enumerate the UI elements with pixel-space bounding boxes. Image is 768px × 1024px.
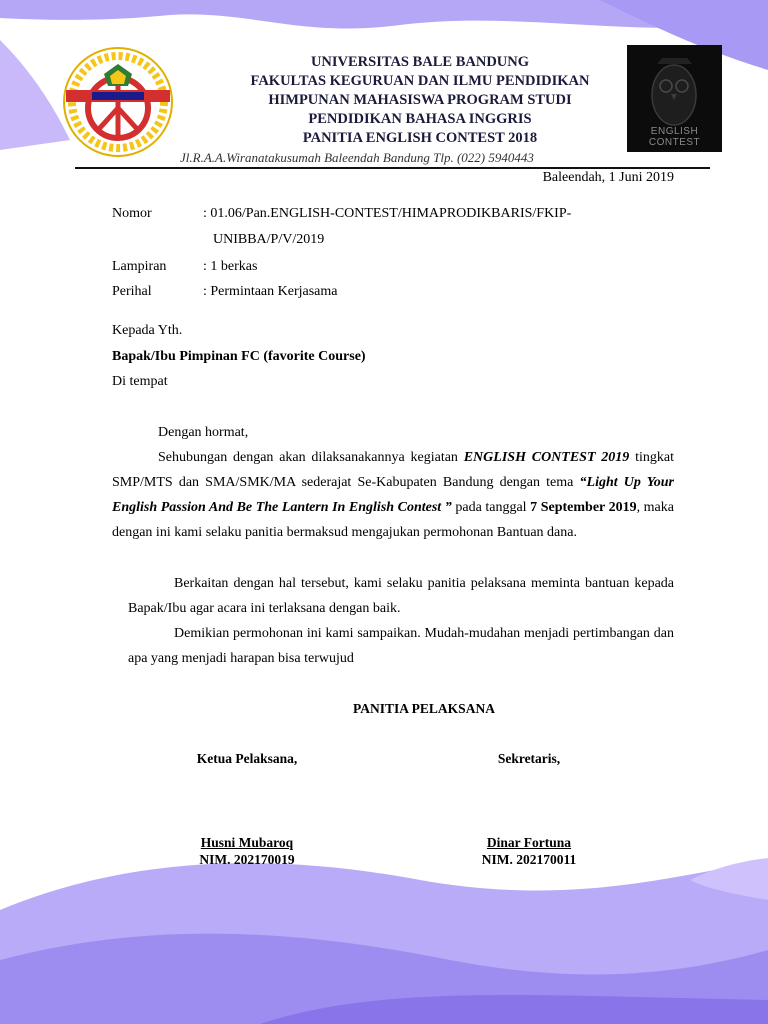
event-date: 7 September 2019 — [530, 500, 637, 515]
nomor-value-cont: UNIBBA/P/V/2019 — [213, 232, 325, 247]
letter-date: Baleendah, 1 Juni 2019 — [542, 170, 674, 185]
header-faculty: FAKULTAS KEGURUAN DAN ILMU PENDIDIKAN — [250, 73, 590, 89]
header-divider — [75, 167, 710, 169]
header-program: PENDIDIKAN BAHASA INGGRIS — [308, 111, 532, 127]
header-address: Jl.R.A.A.Wiranatakusumah Baleendah Bandung Tlp. (022) 5940443 — [180, 150, 534, 165]
nomor-label: Nomor — [112, 206, 152, 221]
right-signer-role: Sekretaris, — [497, 751, 561, 766]
event-theme: “Light Up Your English Passion And Be The Lantern In English Contest ” — [112, 475, 674, 515]
right-signer-nim: NIM. 202170011 — [481, 852, 577, 867]
perihal-label: Perihal — [112, 284, 152, 299]
paragraph-3: Demikian permohonan ini kami sampaikan. Mudah-mudahan menjadi pertimbangan dan apa yang menjadi harapan bisa terwujud — [128, 626, 674, 666]
student-association-logo — [62, 46, 174, 158]
greeting: Dengan hormat, — [158, 425, 249, 440]
nomor-value: : 01.06/Pan.ENGLISH-CONTEST/HIMAPRODIKBARIS/FKIP- — [203, 206, 572, 221]
event-name: ENGLISH CONTEST 2019 — [463, 450, 630, 465]
header-university: UNIVERSITAS BALE BANDUNG — [310, 54, 530, 70]
recipient-salutation: Kepada Yth. — [112, 323, 183, 338]
left-signer-name: Husni Mubaroq — [200, 835, 294, 850]
paragraph-2: Berkaitan dengan hal tersebut, kami selaku panitia pelaksana meminta bantuan kepada Bapak/Ibu agar acara ini terlaksana dengan baik. — [128, 576, 674, 616]
logo-caption: ENGLISH CONTEST — [648, 126, 701, 148]
lampiran-value: : 1 berkas — [203, 259, 258, 274]
header-committee: PANITIA ENGLISH CONTEST 2018 — [302, 130, 538, 146]
perihal-value: : Permintaan Kerjasama — [203, 284, 338, 299]
right-signer-name: Dinar Fortuna — [486, 835, 572, 850]
lampiran-label: Lampiran — [112, 259, 167, 274]
left-signer-role: Ketua Pelaksana, — [196, 751, 298, 766]
recipient-name: Bapak/Ibu Pimpinan FC (favorite Course) — [112, 349, 366, 364]
committee-title: PANITIA PELAKSANA — [353, 701, 495, 716]
paragraph-1: Sehubungan dengan akan dilaksanakannya kegiatan ENGLISH CONTEST 2019 tingkat SMP/MTS dan SMA/SMK/MA sederajat Se-Kabupaten Bandung dengan tema “Light Up Your English Passion And Be The Lantern In English Contest ” pada tanggal 7 September 2019, maka dengan ini kami selaku panitia bermaksud mengajukan permohonan Bantuan dana. — [112, 450, 674, 540]
recipient-place: Di tempat — [112, 374, 168, 389]
left-signer-nim: NIM. 202170019 — [199, 852, 295, 867]
header-association: HIMPUNAN MAHASISWA PROGRAM STUDI — [268, 92, 572, 108]
